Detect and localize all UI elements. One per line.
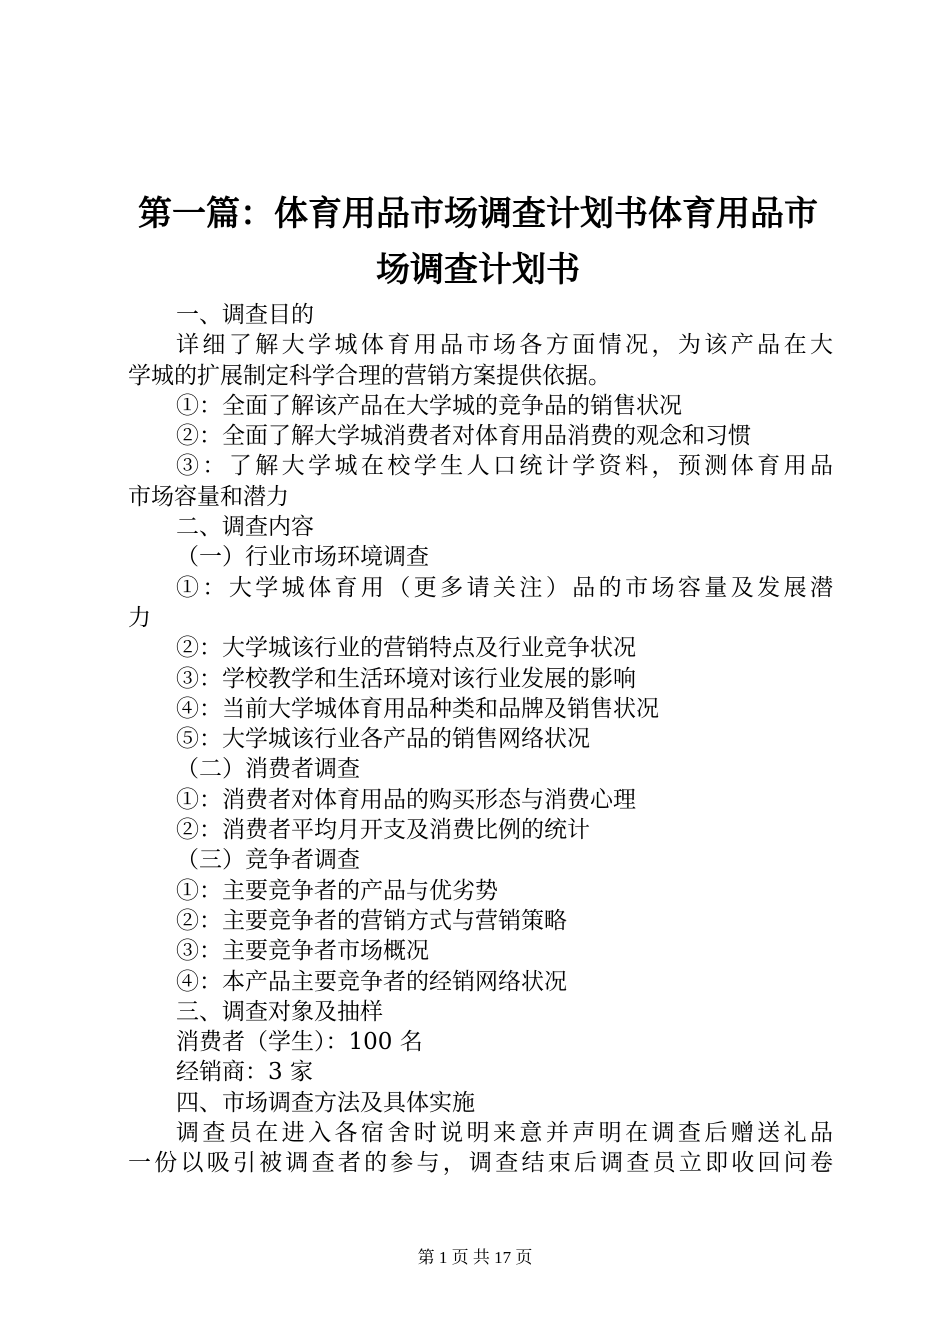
body-line: ②：大学城该行业的营销特点及行业竞争状况 <box>176 635 636 662</box>
body-line: ①：主要竞争者的产品与优劣势 <box>176 877 498 904</box>
body-line: ①：消费者对体育用品的购买形态与消费心理 <box>176 786 636 813</box>
body-line: 四、市场调查方法及具体实施 <box>176 1089 475 1116</box>
body-line: 学城的扩展制定科学合理的营销方案提供依据。 <box>128 362 611 389</box>
title-line-1: 第一篇：体育用品市场调查计划书体育用品市 <box>138 194 818 234</box>
body-line: 二、调查内容 <box>176 514 314 541</box>
body-line: 三、调查对象及抽样 <box>176 998 383 1025</box>
body-line: 消费者（学生）：100 名 <box>176 1029 423 1056</box>
body-line: 市场容量和潜力 <box>128 483 289 510</box>
page-footer: 第 1 页 共 17 页 <box>417 1248 533 1267</box>
document-title <box>128 186 828 298</box>
body-line: ④：本产品主要竞争者的经销网络状况 <box>176 968 567 995</box>
body-line: ④：当前大学城体育用品种类和品牌及销售状况 <box>176 695 659 722</box>
body-line: ②：主要竞争者的营销方式与营销策略 <box>176 907 567 934</box>
body-line: ①：大学城体育用（更多请关注）品的市场容量及发展潜 <box>176 574 833 601</box>
body-line: 一、调查目的 <box>176 302 314 328</box>
document-body <box>128 300 833 1179</box>
body-line: ③：了解大学城在校学生人口统计学资料，预测体育用品 <box>176 453 833 480</box>
title-line-2: 场调查计划书 <box>376 250 580 290</box>
body-line: 经销商：3 家 <box>176 1059 313 1086</box>
body-line: （三）竞争者调查 <box>176 847 360 874</box>
body-line: ③：学校教学和生活环境对该行业发展的影响 <box>176 665 636 692</box>
body-line: ③：主要竞争者市场概况 <box>176 938 429 965</box>
body-line: 一份以吸引被调查者的参与，调查结束后调查员立即收回问卷 <box>128 1150 833 1177</box>
body-line: 力 <box>128 604 151 631</box>
body-line: ②：消费者平均月开支及消费比例的统计 <box>176 817 590 844</box>
body-line: （一）行业市场环境调查 <box>176 544 429 571</box>
body-line: （二）消费者调查 <box>176 756 360 783</box>
body-line: ②：全面了解大学城消费者对体育用品消费的观念和习惯 <box>176 423 751 450</box>
body-line: 详细了解大学城体育用品市场各方面情况，为该产品在大 <box>176 332 833 359</box>
body-line: 调查员在进入各宿舍时说明来意并声明在调查后赠送礼品 <box>176 1120 833 1147</box>
body-line: ⑤：大学城该行业各产品的销售网络状况 <box>176 726 590 753</box>
body-line: ①：全面了解该产品在大学城的竞争品的销售状况 <box>176 392 682 419</box>
